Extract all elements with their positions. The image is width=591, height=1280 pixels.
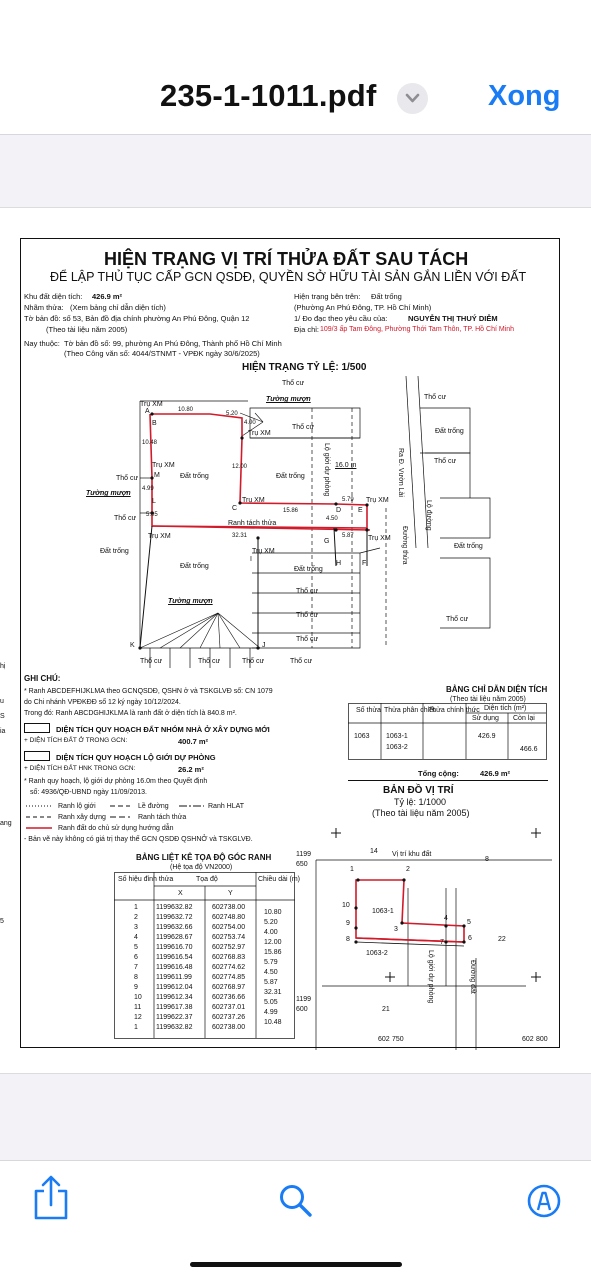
- coord-vertex: 11: [134, 1004, 142, 1011]
- address-label: Địa chỉ:: [294, 325, 320, 334]
- coord-x: 1199612.34: [156, 994, 193, 1001]
- coord-x: 1199632.82: [156, 904, 193, 911]
- area-total-label: Tổng cộng:: [418, 769, 459, 778]
- coord-y: 602774.85: [212, 974, 246, 981]
- disclaimer: - Bản vẽ này không có giá trị thay thế GCN QSDĐ QSHNỞ và TSKGLVĐ.: [24, 836, 253, 843]
- parcel-label: Nhãm thửa:: [24, 303, 64, 312]
- coord-length: 4.00: [264, 929, 278, 936]
- coord-table-subtitle: (Hệ tọa độ VN2000): [170, 864, 233, 871]
- label-tru-xm: Trụ XM: [242, 497, 265, 504]
- coord-length: 32.31: [264, 989, 282, 996]
- notes-line: do Chi nhánh VPĐKĐĐ số 12 ký ngày 10/12/2024.: [24, 699, 181, 706]
- now-line: Tờ bản đồ số: 99, phường An Phú Đông, Thành phố Hồ Chí Minh: [64, 339, 282, 348]
- markup-pen-icon: [526, 1183, 562, 1219]
- lm-duong-dat: Đường đất: [469, 960, 476, 994]
- coord-x: 1199617.38: [156, 1004, 193, 1011]
- notes-line: Trong đó: Ranh ABCDGHIJKLMA là ranh đất ở diện tích là 840.8 m².: [24, 710, 237, 717]
- label-tho-cu: Thổ cư: [446, 616, 469, 623]
- location-map-note: (Theo tài liệu năm 2005): [372, 808, 470, 818]
- share-button[interactable]: [30, 1175, 72, 1221]
- legend-hlat: Ranh HLAT: [208, 803, 245, 810]
- owner-name: NGUYỄN THỊ THUÝ DIỄM: [408, 314, 498, 323]
- label-tuong-muon: Tường mượn: [168, 598, 213, 605]
- area-cell: 1063-1: [386, 733, 408, 740]
- margin-text: hị: [0, 663, 6, 670]
- dim-label: 4.99: [142, 486, 154, 492]
- label-dat-trong: Đất trống: [180, 473, 209, 480]
- point-l: L: [152, 498, 156, 505]
- point-j: J: [262, 642, 266, 649]
- coord-h-so: Số hiệu đỉnh thửa: [118, 876, 174, 883]
- coord-length: 5.79: [264, 959, 278, 966]
- label-dat-trong: Đất trống: [294, 566, 323, 573]
- dim-label: 10.80: [178, 407, 194, 413]
- coord-length: 12.00: [264, 939, 282, 946]
- share-icon: [30, 1175, 72, 1221]
- parcel-1063-1: 1063-1: [372, 908, 394, 915]
- coord-y: 602774.62: [212, 964, 246, 971]
- home-indicator: [190, 1262, 402, 1267]
- area-h-chinh: Thửa chính thức: [428, 707, 480, 714]
- coord-y: 602738.00: [212, 904, 246, 911]
- point-g: G: [324, 538, 330, 545]
- label-tho-cu: Thổ cư: [434, 458, 457, 465]
- margin-text: ia: [0, 728, 6, 735]
- coord-y: 602753.74: [212, 934, 246, 941]
- surveyor-label: 1/ Đo đạc theo yêu cầu của:: [294, 314, 388, 323]
- notes-line: * Ranh ABCDEFHIJKLMA theo GCNQSDĐ, QSHN ở và TSKGLVĐ số: CN 1079: [24, 688, 273, 695]
- label-dat-trong: Đất trống: [435, 428, 464, 435]
- dim-label: 5.87: [342, 533, 354, 539]
- point-e: E: [358, 507, 363, 514]
- sheet-note: (Theo tài liệu năm 2005): [46, 325, 128, 334]
- coord-y: 602754.00: [212, 924, 246, 931]
- coord-h-x: X: [178, 890, 183, 897]
- area-cell: 426.9: [478, 733, 496, 740]
- area-h-so: Số thửa: [356, 707, 381, 714]
- point-a: A: [145, 408, 150, 415]
- label-dat-trong: Đất trống: [180, 563, 209, 570]
- dim-label: 12.00: [232, 464, 248, 470]
- dim-label: 5.20: [226, 411, 238, 417]
- point-i: I: [250, 556, 252, 563]
- coord-length: 4.50: [264, 969, 278, 976]
- coord-vertex: 9: [134, 984, 138, 991]
- coord-length: 5.05: [264, 999, 278, 1006]
- label-ranh-tach: Ranh tách thửa: [228, 520, 277, 527]
- coord-h-chieu: Chiều dài (m): [258, 876, 301, 883]
- box1-value: 400.7 m²: [178, 737, 209, 746]
- lm-point: 1: [350, 866, 354, 873]
- coord-vertex: 7: [134, 964, 138, 971]
- coord-length: 4.99: [264, 1009, 278, 1016]
- coord-y: 602736.66: [212, 994, 246, 1001]
- label-tho-cu: Thổ cư: [424, 394, 447, 401]
- dim-label: 32.31: [232, 533, 248, 539]
- label-tho-cu: Thổ cư: [198, 658, 221, 665]
- coord-top-y: 1199: [296, 851, 312, 858]
- area-table-subtitle: (Theo tài liệu năm 2005): [450, 696, 526, 703]
- area-cell: 466.6: [520, 746, 538, 753]
- label-tho-cu: Thổ cư: [242, 658, 265, 665]
- coord-bottom-2: 602: [522, 1036, 534, 1043]
- parcel-14: 14: [370, 848, 378, 855]
- document-page: [0, 207, 591, 1074]
- legend-red: Ranh đất do chủ sử dụng hướng dẫn: [58, 825, 174, 832]
- label-duong-thua: Đường thửa: [401, 526, 408, 565]
- coord-y: 602768.97: [212, 984, 246, 991]
- dim-label: 5.05: [146, 512, 158, 518]
- coord-bottom-1b: 750: [392, 1036, 404, 1043]
- coord-x: 1199616.54: [156, 954, 193, 961]
- area-h-phan: Thửa phân chiết: [384, 707, 435, 714]
- lm-point: 3: [394, 926, 398, 933]
- dim-label: 4.50: [326, 516, 338, 522]
- margin-text: u: [0, 698, 4, 705]
- point-c: C: [232, 505, 238, 512]
- coord-x: 1199632.66: [156, 924, 193, 931]
- coord-y: 602748.80: [212, 914, 246, 921]
- area-cell: 1063-2: [386, 744, 408, 751]
- coord-x: 1199611.99: [156, 974, 192, 981]
- area-h-con: Còn lại: [513, 715, 535, 722]
- label-tru-xm: Trụ XM: [252, 548, 275, 555]
- label-tuong-muon: Tường mượn: [86, 490, 131, 497]
- label-tru-xm: Trụ XM: [248, 430, 271, 437]
- coord-vertex: 12: [134, 1014, 142, 1021]
- coord-vertex: 1: [134, 904, 138, 911]
- label-tho-cu: Thổ cư: [296, 588, 319, 595]
- point-d: D: [336, 507, 342, 514]
- label-tho-cu: Thổ cư: [296, 612, 319, 619]
- label-tho-cu: Thổ cư: [116, 475, 139, 482]
- legend-xay-dung: Ranh xây dựng: [58, 814, 106, 821]
- box2-value: 26.2 m²: [178, 765, 204, 774]
- point-h: H: [336, 560, 342, 567]
- coord-x: 1199632.82: [156, 1024, 193, 1031]
- parcel-1063-2: 1063-2: [366, 950, 388, 957]
- box1-sub: + DIỆN TÍCH ĐẤT Ở TRONG GCN:: [24, 737, 128, 744]
- label-ra-vuon-lai: Ra Đ. Vườn Lài: [397, 448, 404, 497]
- coord-x: 1199622.37: [156, 1014, 193, 1021]
- dim-label: 15.86: [283, 508, 299, 514]
- coord-vertex: 10: [134, 994, 142, 1001]
- label-tru-xm: Trụ XM: [152, 462, 175, 469]
- margin-text: S: [0, 713, 5, 720]
- parcel-8: 8: [485, 856, 489, 863]
- label-dat-trong: Đất trống: [276, 473, 305, 480]
- coord-y: 602752.97: [212, 944, 246, 951]
- lm-point: 5: [467, 919, 471, 926]
- coord-vertex: 4: [134, 934, 138, 941]
- area-h-dt: Diện tích (m²): [484, 705, 527, 712]
- coord-vertex: 1: [134, 1024, 138, 1031]
- coord-bottom-1: 602: [378, 1036, 390, 1043]
- area-total-value: 426.9 m²: [480, 769, 511, 778]
- lm-point: 7: [440, 939, 444, 946]
- coord-left-y: 1199: [296, 996, 312, 1003]
- ward: (Phường An Phú Đông, TP. Hồ Chí Minh): [294, 303, 432, 312]
- label-tho-cu: Thổ cư: [296, 636, 319, 643]
- point-m: M: [154, 472, 160, 479]
- coord-table-title: BẢNG LIỆT KÊ TỌA ĐỘ GÓC RANH: [136, 853, 272, 862]
- label-dat-trong: Đất trống: [454, 543, 483, 550]
- legend-swatch: [24, 723, 50, 733]
- coord-vertex: 8: [134, 974, 138, 981]
- search-button[interactable]: [278, 1183, 314, 1219]
- status-value: Đất trống: [371, 292, 402, 301]
- coord-x: 1199628.67: [156, 934, 193, 941]
- top-bar: [0, 0, 591, 135]
- coord-vertex: 3: [134, 924, 138, 931]
- label-lo-duong: Lộ đường: [425, 500, 432, 531]
- status-label: Hiện trạng bên trên:: [294, 292, 361, 301]
- point-b: B: [152, 420, 157, 427]
- coord-y: 602737.01: [212, 1004, 246, 1011]
- coord-vertex: 5: [134, 944, 138, 951]
- coord-h-toado: Tọa độ: [196, 876, 218, 883]
- label-tru-xm: Trụ XM: [140, 401, 163, 408]
- vi-tri-khu-dat: Vị trí khu đất: [392, 851, 432, 858]
- coord-h-y: Y: [228, 890, 233, 897]
- divider: [348, 780, 548, 781]
- label-tru-xm: Trụ XM: [368, 535, 391, 542]
- dim-label: 10.48: [142, 440, 158, 446]
- margin-text: ang: [0, 820, 12, 827]
- legend-lo-gioi: Ranh lộ giới: [58, 803, 96, 810]
- legend-le-duong: Lề đường: [138, 803, 169, 810]
- label-tuong-muon: Tường mượn: [266, 396, 311, 403]
- search-icon: [278, 1183, 314, 1219]
- label-tho-cu: Thổ cư: [114, 515, 137, 522]
- coord-x: 1199632.72: [156, 914, 193, 921]
- lm-point: 8: [346, 936, 350, 943]
- plan-line: số: 4936/QĐ-UBND ngày 11/09/2013.: [30, 789, 147, 796]
- coord-vertex: 6: [134, 954, 138, 961]
- label-tru-xm: Trụ XM: [148, 533, 171, 540]
- location-map-scale: Tỷ lệ: 1/1000: [394, 797, 447, 807]
- dim-label: 4.00: [244, 420, 256, 426]
- lm-point: 6: [468, 935, 472, 942]
- parcel-value: (Xem bảng chỉ dẫn diện tích): [70, 303, 166, 312]
- file-title: 235-1-1011.pdf: [160, 78, 377, 113]
- box2-sub: + DIỆN TÍCH ĐẤT HNK TRONG GCN:: [24, 765, 136, 772]
- label-tho-cu: Thổ cư: [282, 380, 305, 387]
- done-button[interactable]: Xong: [488, 80, 561, 112]
- doc-title: HIỆN TRẠNG VỊ TRÍ THỬA ĐẤT SAU TÁCH: [104, 249, 469, 269]
- coord-left-y2: 600: [296, 1006, 308, 1013]
- file-menu-button[interactable]: [397, 83, 428, 114]
- now-note: (Theo Công văn số: 4044/STNMT - VPĐK ngày 30/6/2025): [64, 349, 260, 358]
- coord-length: 10.80: [264, 909, 282, 916]
- plan-line: * Ranh quy hoạch, lộ giới dự phòng 16.0m theo Quyết định: [24, 778, 208, 785]
- coord-length: 15.86: [264, 949, 282, 956]
- legend-swatch: [24, 751, 50, 761]
- sheet-line: Tờ bản đồ: số 53, Bản đồ địa chính phường An Phú Đông, Quận 12: [24, 314, 250, 323]
- dim-label: 5.79: [342, 497, 354, 503]
- lm-point: 10: [342, 902, 350, 909]
- box1-label: DIỆN TÍCH QUY HOẠCH ĐẤT NHÓM NHÀ Ở XÂY DỰNG MỚI: [56, 725, 270, 734]
- area-h-sd: Sử dụng: [472, 715, 499, 722]
- road-width: 16.0 m: [335, 462, 357, 469]
- lm-point: 4: [444, 915, 448, 922]
- coord-length: 5.20: [264, 919, 278, 926]
- doc-subtitle: ĐỂ LẬP THỦ TỤC CẤP GCN QSDĐ, QUYỀN SỞ HỮU TÀI SẢN GẮN LIỀN VỚI ĐẤT: [50, 270, 527, 284]
- now-label: Nay thuộc:: [24, 339, 60, 348]
- lm-lo-gioi: Lộ giới dự phòng: [427, 950, 434, 1004]
- parcel-22: 22: [498, 936, 506, 943]
- markup-button[interactable]: [526, 1183, 562, 1219]
- coord-y: 602737.26: [212, 1014, 246, 1021]
- coord-bottom-2b: 800: [536, 1036, 548, 1043]
- legend-tach: Ranh tách thửa: [138, 814, 187, 821]
- coord-x: 1199612.04: [156, 984, 193, 991]
- label-tru-xm: Trụ XM: [366, 497, 389, 504]
- label-tho-cu: Thổ cư: [292, 424, 315, 431]
- margin-text: 5: [0, 918, 4, 925]
- lm-point: 9: [346, 920, 350, 927]
- point-k: K: [130, 642, 135, 649]
- parcel-21: 21: [382, 1006, 390, 1013]
- coord-x: 1199616.48: [156, 964, 193, 971]
- chevron-down-icon: [405, 92, 420, 104]
- label-tho-cu: Thổ cư: [140, 658, 163, 665]
- coord-y: 602738.00: [212, 1024, 246, 1031]
- scale-title: HIỆN TRẠNG TỶ LỆ: 1/500: [242, 362, 367, 373]
- coord-y: 602768.83: [212, 954, 246, 961]
- address-value: 109/3 ấp Tam Đông, Phường Thới Tam Thôn, TP. Hồ Chí Minh: [320, 326, 515, 333]
- area-label: Khu đất diện tích:: [24, 292, 83, 301]
- label-dat-trong: Đất trống: [100, 548, 129, 555]
- point-f: F: [362, 560, 367, 567]
- label-tho-cu: Thổ cư: [290, 658, 313, 665]
- area-table-title: BẢNG CHỈ DẪN DIỆN TÍCH: [446, 685, 548, 694]
- box2-label: DIỆN TÍCH QUY HOẠCH LỘ GIỚI DỰ PHÒNG: [56, 753, 216, 762]
- area-value: 426.9 m²: [92, 292, 123, 301]
- area-cell: 1063: [354, 733, 370, 740]
- lm-point: 2: [406, 866, 410, 873]
- coord-length: 10.48: [264, 1019, 282, 1026]
- coord-top-y2: 650: [296, 861, 308, 868]
- label-lo-gioi: Lộ giới dự phòng: [323, 443, 330, 497]
- notes-title: GHI CHÚ:: [24, 674, 61, 683]
- coord-vertex: 2: [134, 914, 138, 921]
- location-map-title: BẢN ĐỒ VỊ TRÍ: [383, 785, 454, 796]
- coord-x: 1199616.70: [156, 944, 193, 951]
- coord-length: 5.87: [264, 979, 278, 986]
